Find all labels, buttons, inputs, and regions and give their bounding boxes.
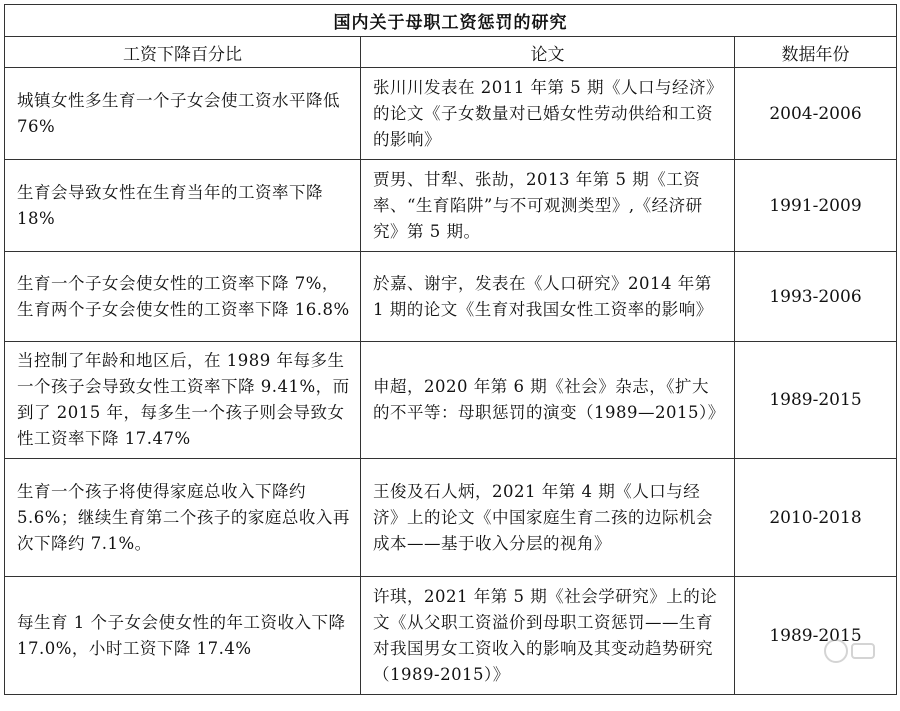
table-row (5, 459, 897, 577)
table-row (5, 252, 897, 342)
decline-cell: 当控制了年龄和地区后，在 1989 年每多生一个孩子会导致女性工资率下降 9.41%，而到了 2015 年，每多生一个孩子则会导致女性工资率下降 17.47% (5, 342, 361, 459)
table-row (5, 68, 897, 160)
table-row (5, 577, 897, 695)
header-paper: 论文 (361, 37, 735, 68)
decline-cell: 城镇女性多生育一个子女会使工资水平降低 76% (5, 68, 361, 160)
research-table-container (4, 4, 896, 695)
paper-cell: 於嘉、谢宇，发表在《人口研究》2014 年第 1 期的论文《生育对我国女性工资率的影响》 (361, 252, 735, 342)
table-title-row (5, 5, 897, 37)
years-cell: 1991-2009 (735, 160, 897, 252)
years-cell: 2010-2018 (735, 459, 897, 577)
paper-cell: 许琪，2021 年第 5 期《社会学研究》上的论文《从父职工资溢价到母职工资惩罚——生育对我国男女工资收入的影响及其变动趋势研究（1989-2015）》 (361, 577, 735, 695)
paper-cell: 王俊及石人炳，2021 年第 4 期《人口与经济》上的论文《中国家庭生育二孩的边际机会成本——基于收入分层的视角》 (361, 459, 735, 577)
header-years: 数据年份 (735, 37, 897, 68)
table-title: 国内关于母职工资惩罚的研究 (5, 5, 897, 37)
decline-cell: 每生育 1 个子女会使女性的年工资收入下降 17.0%，小时工资下降 17.4% (5, 577, 361, 695)
paper-cell: 张川川发表在 2011 年第 5 期《人口与经济》的论文《子女数量对已婚女性劳动供给和工资的影响》 (361, 68, 735, 160)
paper-cell: 贾男、甘犁、张劼，2013 年第 5 期《工资率、“生育陷阱”与不可观测类型》,《经济研究》第 5 期。 (361, 160, 735, 252)
decline-cell: 生育一个孩子将使得家庭总收入下降约 5.6%；继续生育第二个孩子的家庭总收入再次下降约 7.1%。 (5, 459, 361, 577)
years-cell: 2004-2006 (735, 68, 897, 160)
table-row (5, 342, 897, 459)
years-cell: 1993-2006 (735, 252, 897, 342)
years-cell: 1989-2015 (735, 577, 897, 695)
decline-cell: 生育一个子女会使女性的工资率下降 7%，生育两个子女会使女性的工资率下降 16.8% (5, 252, 361, 342)
paper-cell: 申超，2020 年第 6 期《社会》杂志，《扩大的不平等：母职惩罚的演变（1989—2015）》 (361, 342, 735, 459)
decline-cell: 生育会导致女性在生育当年的工资率下降 18% (5, 160, 361, 252)
years-cell: 1989-2015 (735, 342, 897, 459)
research-table (4, 4, 897, 695)
header-decline: 工资下降百分比 (5, 37, 361, 68)
table-header-row (5, 37, 897, 68)
table-row (5, 160, 897, 252)
